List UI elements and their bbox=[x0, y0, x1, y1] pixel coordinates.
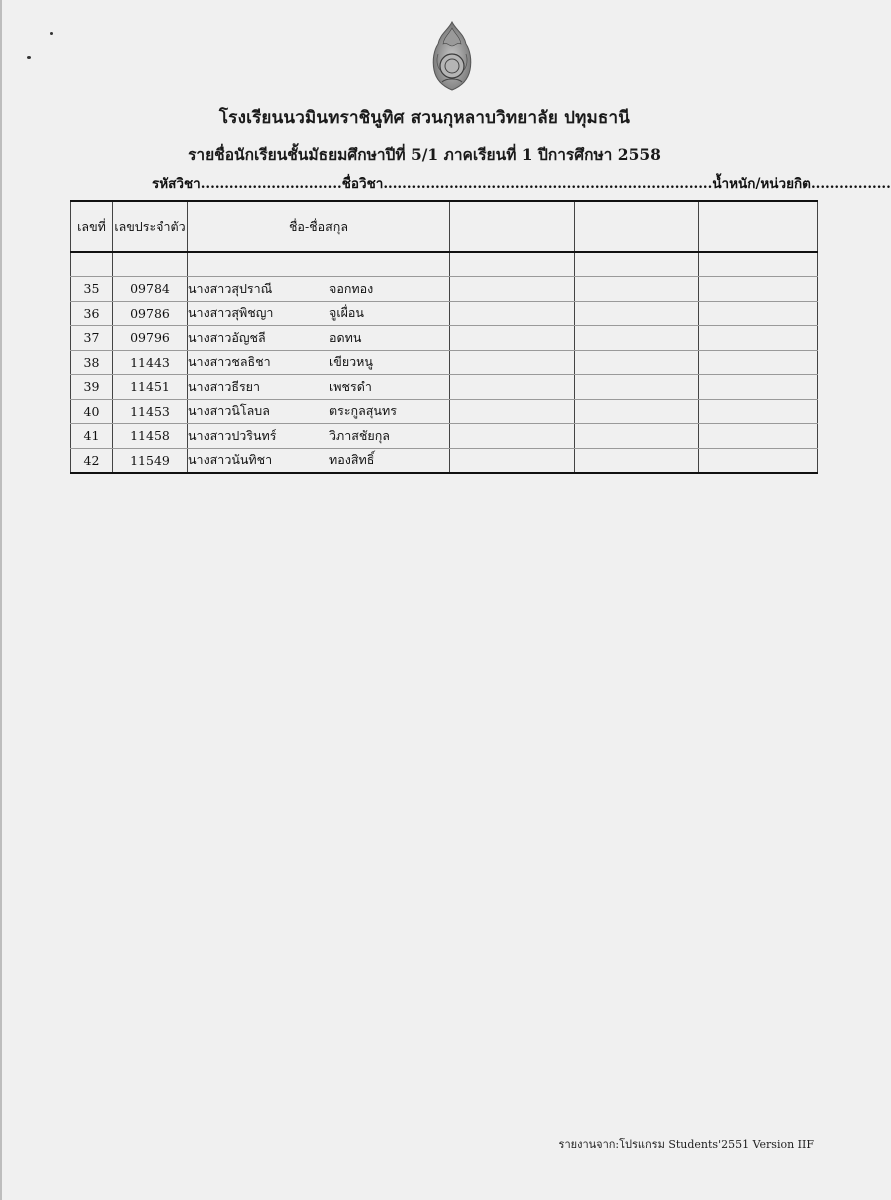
subject-info-line bbox=[152, 172, 891, 194]
table-row bbox=[71, 350, 818, 375]
row-blank-cell-1 bbox=[450, 375, 575, 400]
header-student-id: เลขประจำตัว bbox=[113, 201, 188, 252]
row-student-name bbox=[188, 326, 450, 351]
row-number: 38 bbox=[71, 350, 113, 375]
row-number: 39 bbox=[71, 375, 113, 400]
header-blank-1 bbox=[450, 201, 575, 252]
table-row bbox=[71, 399, 818, 424]
row-number: 36 bbox=[71, 301, 113, 326]
spacer-cell bbox=[699, 252, 818, 277]
spacer-cell bbox=[450, 252, 575, 277]
row-first-name: นางสาวนันทิชา bbox=[188, 452, 273, 467]
row-blank-cell-2 bbox=[575, 399, 699, 424]
row-blank-cell-2 bbox=[575, 375, 699, 400]
spacer-cell bbox=[71, 252, 113, 277]
row-last-name: วิภาสชัยกุล bbox=[329, 427, 390, 443]
row-number: 40 bbox=[71, 399, 113, 424]
row-blank-cell-1 bbox=[450, 301, 575, 326]
row-blank-cell-2 bbox=[575, 301, 699, 326]
row-student-name bbox=[188, 301, 450, 326]
row-last-name: อดทน bbox=[329, 329, 362, 345]
table-row bbox=[71, 326, 818, 351]
row-last-name: เขียวหนู bbox=[329, 354, 373, 370]
row-blank-cell-2 bbox=[575, 277, 699, 302]
row-first-name: นางสาวสุปราณี bbox=[188, 280, 273, 296]
table-spacer-row bbox=[71, 252, 818, 277]
subject-code-field: .............................. bbox=[200, 176, 342, 192]
row-blank-cell-3 bbox=[699, 375, 818, 400]
header-name: ชื่อ-ชื่อสกุล bbox=[188, 201, 450, 252]
row-first-name: นางสาวนิโลบล bbox=[188, 403, 270, 419]
row-first-name: นางสาวธีรยา bbox=[188, 378, 261, 394]
row-blank-cell-3 bbox=[699, 326, 818, 351]
spacer-cell bbox=[188, 252, 450, 277]
row-student-id: 11453 bbox=[113, 399, 188, 424]
credit-label: น้ำหนัก/หน่วยกิต bbox=[712, 176, 811, 192]
row-first-name: นางสาวอัญชลี bbox=[188, 329, 266, 345]
row-student-id: 11549 bbox=[113, 448, 188, 473]
row-student-id: 09786 bbox=[113, 301, 188, 326]
row-number: 42 bbox=[71, 448, 113, 473]
roster-body bbox=[71, 252, 818, 473]
row-student-id: 11443 bbox=[113, 350, 188, 375]
table-row bbox=[71, 375, 818, 400]
spacer-cell bbox=[113, 252, 188, 277]
spacer-cell bbox=[575, 252, 699, 277]
table-row bbox=[71, 301, 818, 326]
school-emblem-icon bbox=[430, 20, 474, 92]
table-row bbox=[71, 448, 818, 473]
row-number: 37 bbox=[71, 326, 113, 351]
row-blank-cell-3 bbox=[699, 277, 818, 302]
scan-speck bbox=[50, 32, 53, 35]
row-blank-cell-2 bbox=[575, 350, 699, 375]
table-row bbox=[71, 277, 818, 302]
row-blank-cell-3 bbox=[699, 350, 818, 375]
row-student-id: 09796 bbox=[113, 326, 188, 351]
row-blank-cell-1 bbox=[450, 424, 575, 449]
row-student-name bbox=[188, 277, 450, 302]
subject-name-label: ชื่อวิชา bbox=[341, 176, 384, 192]
row-blank-cell-3 bbox=[699, 448, 818, 473]
row-first-name: นางสาวสุพิชญา bbox=[188, 305, 274, 321]
credit-field: ................. bbox=[810, 176, 891, 192]
row-student-name bbox=[188, 350, 450, 375]
subject-code-label: รหัสวิชา bbox=[152, 176, 201, 192]
header-no: เลขที่ bbox=[71, 201, 113, 252]
row-blank-cell-1 bbox=[450, 399, 575, 424]
subject-name-field: ...................................................................... bbox=[383, 176, 713, 192]
row-student-id: 11458 bbox=[113, 424, 188, 449]
school-title: โรงเรียนนวมินทราชินูทิศ สวนกุหลาบวิทยาลัย ปทุมธานี bbox=[218, 108, 631, 128]
row-number: 41 bbox=[71, 424, 113, 449]
row-student-id: 11451 bbox=[113, 375, 188, 400]
row-last-name: จอกทอง bbox=[329, 280, 374, 296]
row-blank-cell-2 bbox=[575, 448, 699, 473]
row-number: 35 bbox=[71, 277, 113, 302]
row-student-id: 09784 bbox=[113, 277, 188, 302]
list-title: รายชื่อนักเรียนชั้นมัธยมศึกษาปีที่ 5/1 ภาคเรียนที่ 1 ปีการศึกษา 2558 bbox=[188, 145, 661, 164]
row-last-name: จูเผื่อน bbox=[329, 305, 364, 321]
table-header-row bbox=[71, 201, 818, 252]
report-footer: รายงานจาก:โปรแกรม Students'2551 Version IIF bbox=[558, 1138, 814, 1151]
row-blank-cell-3 bbox=[699, 399, 818, 424]
row-blank-cell-2 bbox=[575, 424, 699, 449]
row-student-name bbox=[188, 375, 450, 400]
row-student-name bbox=[188, 448, 450, 473]
row-blank-cell-1 bbox=[450, 326, 575, 351]
student-roster-table bbox=[70, 200, 818, 474]
row-blank-cell-1 bbox=[450, 448, 575, 473]
scan-speck bbox=[27, 56, 31, 59]
row-last-name: ทองสิทธิ์ bbox=[329, 452, 375, 467]
header-blank-2 bbox=[575, 201, 699, 252]
row-blank-cell-2 bbox=[575, 326, 699, 351]
row-blank-cell-1 bbox=[450, 277, 575, 302]
row-student-name bbox=[188, 399, 450, 424]
row-student-name bbox=[188, 424, 450, 449]
row-first-name: นางสาวปวรินทร์ bbox=[188, 427, 277, 443]
table-row bbox=[71, 424, 818, 449]
row-blank-cell-3 bbox=[699, 301, 818, 326]
row-first-name: นางสาวชลธิชา bbox=[188, 354, 271, 370]
page-edge bbox=[0, 0, 2, 1200]
row-blank-cell-1 bbox=[450, 350, 575, 375]
row-last-name: เพชรดำ bbox=[329, 378, 372, 394]
row-blank-cell-3 bbox=[699, 424, 818, 449]
row-last-name: ตระกูลสุนทร bbox=[329, 403, 397, 419]
header-blank-3 bbox=[699, 201, 818, 252]
